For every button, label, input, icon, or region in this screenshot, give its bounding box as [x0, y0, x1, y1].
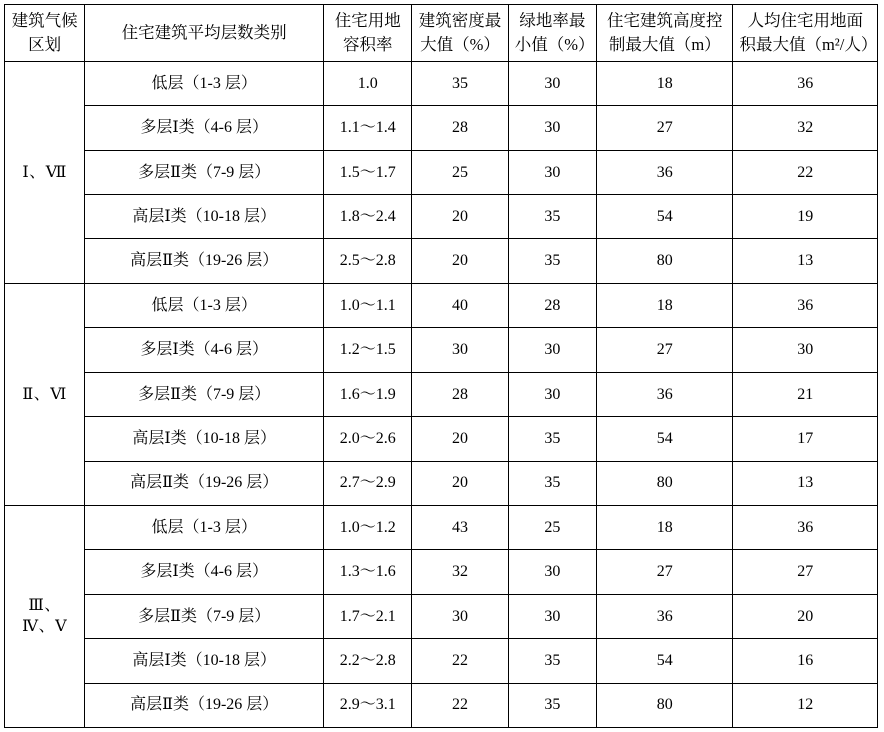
- table-row: [5, 505, 878, 549]
- building-density: 30: [412, 594, 508, 638]
- table-row: [5, 106, 878, 150]
- building-density: 35: [412, 61, 508, 105]
- building-density: 28: [412, 106, 508, 150]
- storey-type: 高层Ⅱ类（19-26 层）: [85, 461, 324, 505]
- storey-type: 多层Ⅰ类（4-6 层）: [85, 328, 324, 372]
- table-row: [5, 461, 878, 505]
- building-density: 40: [412, 283, 508, 327]
- green-ratio: 25: [508, 505, 596, 549]
- percapita-land-area: 19: [733, 195, 878, 239]
- percapita-land-area: 12: [733, 683, 878, 727]
- percapita-land-area: 30: [733, 328, 878, 372]
- percapita-land-area: 17: [733, 417, 878, 461]
- zone-label-line-1: Ⅲ、: [28, 596, 61, 614]
- building-density: 25: [412, 150, 508, 194]
- green-ratio: 30: [508, 328, 596, 372]
- percapita-land-area: 36: [733, 505, 878, 549]
- percapita-land-area: 27: [733, 550, 878, 594]
- building-density: 20: [412, 417, 508, 461]
- building-height: 27: [597, 550, 733, 594]
- building-density: 20: [412, 461, 508, 505]
- table-row: [5, 283, 878, 327]
- building-density: 20: [412, 239, 508, 283]
- percapita-land-area: 36: [733, 283, 878, 327]
- table-row: [5, 150, 878, 194]
- storey-type: 多层Ⅱ类（7-9 层）: [85, 372, 324, 416]
- header-building-height-max: 住宅建筑高度控制最大值（m）: [597, 5, 733, 62]
- floor-area-ratio: 1.7～2.1: [324, 594, 412, 638]
- table-body: [5, 61, 878, 727]
- header-climate-zone: 建筑气候区划: [5, 5, 85, 62]
- storey-type: 多层Ⅱ类（7-9 层）: [85, 150, 324, 194]
- green-ratio: 30: [508, 550, 596, 594]
- storey-type: 多层Ⅰ类（4-6 层）: [85, 106, 324, 150]
- percapita-land-area: 21: [733, 372, 878, 416]
- building-density: 32: [412, 550, 508, 594]
- percapita-land-area: 32: [733, 106, 878, 150]
- building-height: 27: [597, 328, 733, 372]
- building-height: 36: [597, 150, 733, 194]
- percapita-land-area: 36: [733, 61, 878, 105]
- floor-area-ratio: 1.8～2.4: [324, 195, 412, 239]
- table-row: [5, 195, 878, 239]
- building-height: 18: [597, 283, 733, 327]
- building-density: 30: [412, 328, 508, 372]
- table-header: [5, 5, 878, 62]
- storey-type: 高层Ⅰ类（10-18 层）: [85, 195, 324, 239]
- green-ratio: 30: [508, 594, 596, 638]
- building-height: 36: [597, 372, 733, 416]
- green-ratio: 35: [508, 639, 596, 683]
- table-row: [5, 594, 878, 638]
- header-floor-area-ratio: 住宅用地容积率: [324, 5, 412, 62]
- storey-type: 多层Ⅱ类（7-9 层）: [85, 594, 324, 638]
- table-row: [5, 61, 878, 105]
- building-height: 80: [597, 239, 733, 283]
- floor-area-ratio: 1.3～1.6: [324, 550, 412, 594]
- building-height: 54: [597, 195, 733, 239]
- building-height: 18: [597, 505, 733, 549]
- table-row: [5, 328, 878, 372]
- green-ratio: 35: [508, 239, 596, 283]
- table-header-row: [5, 5, 878, 62]
- storey-type: 多层Ⅰ类（4-6 层）: [85, 550, 324, 594]
- storey-type: 低层（1-3 层）: [85, 505, 324, 549]
- green-ratio: 35: [508, 195, 596, 239]
- floor-area-ratio: 2.0～2.6: [324, 417, 412, 461]
- storey-type: 高层Ⅰ类（10-18 层）: [85, 639, 324, 683]
- floor-area-ratio: 1.5～1.7: [324, 150, 412, 194]
- storey-type: 高层Ⅱ类（19-26 层）: [85, 239, 324, 283]
- zone-label-2: Ⅱ、Ⅵ: [5, 283, 85, 505]
- building-height: 27: [597, 106, 733, 150]
- header-building-density-max: 建筑密度最大值（%）: [412, 5, 508, 62]
- building-height: 54: [597, 639, 733, 683]
- table-row: [5, 639, 878, 683]
- residential-land-index-table: [4, 4, 878, 728]
- header-building-storey-category: 住宅建筑平均层数类别: [85, 5, 324, 62]
- storey-type: 低层（1-3 层）: [85, 61, 324, 105]
- floor-area-ratio: 2.9～3.1: [324, 683, 412, 727]
- building-density: 22: [412, 639, 508, 683]
- building-density: 22: [412, 683, 508, 727]
- green-ratio: 30: [508, 372, 596, 416]
- building-height: 80: [597, 683, 733, 727]
- header-green-ratio-min: 绿地率最小值（%）: [508, 5, 596, 62]
- zone-label-line-2: Ⅳ、Ⅴ: [22, 618, 68, 636]
- zone-label-1: Ⅰ、Ⅶ: [5, 61, 85, 283]
- green-ratio: 35: [508, 683, 596, 727]
- table-row: [5, 372, 878, 416]
- table-row: [5, 550, 878, 594]
- floor-area-ratio: 1.0: [324, 61, 412, 105]
- header-percapita-land-area-max: 人均住宅用地面积最大值（m²/人）: [733, 5, 878, 62]
- building-density: 43: [412, 505, 508, 549]
- green-ratio: 30: [508, 150, 596, 194]
- green-ratio: 30: [508, 61, 596, 105]
- storey-type: 低层（1-3 层）: [85, 283, 324, 327]
- green-ratio: 30: [508, 106, 596, 150]
- zone-label-3: [5, 505, 85, 727]
- storey-type: 高层Ⅰ类（10-18 层）: [85, 417, 324, 461]
- building-height: 18: [597, 61, 733, 105]
- floor-area-ratio: 2.7～2.9: [324, 461, 412, 505]
- table-row: [5, 417, 878, 461]
- building-density: 28: [412, 372, 508, 416]
- green-ratio: 28: [508, 283, 596, 327]
- floor-area-ratio: 1.1～1.4: [324, 106, 412, 150]
- percapita-land-area: 22: [733, 150, 878, 194]
- table-row: [5, 239, 878, 283]
- floor-area-ratio: 1.0～1.2: [324, 505, 412, 549]
- percapita-land-area: 13: [733, 239, 878, 283]
- building-height: 80: [597, 461, 733, 505]
- floor-area-ratio: 1.2～1.5: [324, 328, 412, 372]
- green-ratio: 35: [508, 461, 596, 505]
- green-ratio: 35: [508, 417, 596, 461]
- percapita-land-area: 20: [733, 594, 878, 638]
- floor-area-ratio: 1.6～1.9: [324, 372, 412, 416]
- table-row: [5, 683, 878, 727]
- percapita-land-area: 13: [733, 461, 878, 505]
- building-height: 36: [597, 594, 733, 638]
- floor-area-ratio: 1.0～1.1: [324, 283, 412, 327]
- storey-type: 高层Ⅱ类（19-26 层）: [85, 683, 324, 727]
- building-height: 54: [597, 417, 733, 461]
- building-density: 20: [412, 195, 508, 239]
- floor-area-ratio: 2.5～2.8: [324, 239, 412, 283]
- percapita-land-area: 16: [733, 639, 878, 683]
- floor-area-ratio: 2.2～2.8: [324, 639, 412, 683]
